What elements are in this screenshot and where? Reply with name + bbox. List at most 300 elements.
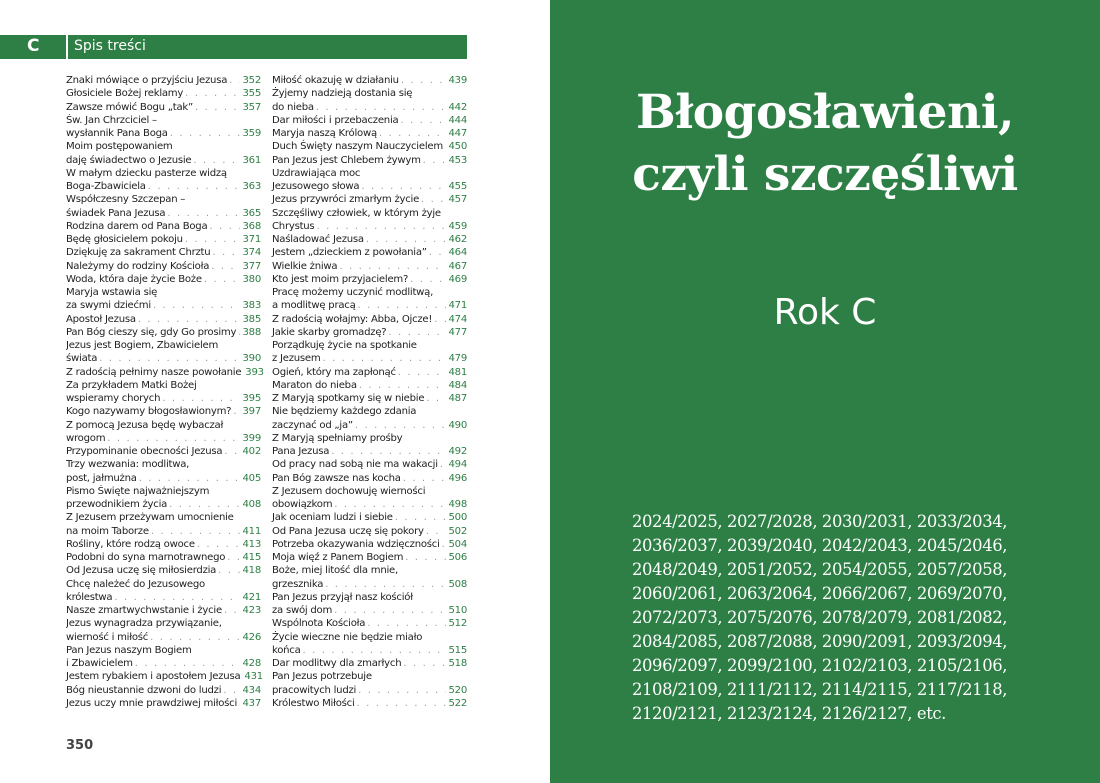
- toc-entry-title-line: i Zbawicielem: [66, 658, 133, 669]
- toc-entry: [272, 472, 467, 485]
- toc-column-left: [66, 74, 264, 710]
- toc-entry-page-number: 459: [448, 220, 467, 232]
- toc-entry: [66, 405, 261, 418]
- toc-entry-title-line: obowiązkom: [272, 499, 333, 510]
- toc-entry-page-number: 498: [448, 499, 467, 510]
- dot-leader: [223, 684, 240, 697]
- dot-leader: [361, 180, 446, 193]
- toc-entry: [66, 313, 261, 326]
- toc-entry-title-line: końca: [272, 644, 301, 656]
- toc-entry-page-number: 444: [448, 114, 467, 126]
- toc-entry-title-line: Kto jest moim przyjacielem?: [272, 273, 409, 285]
- toc-entry-page-number: 462: [448, 234, 467, 245]
- toc-entry-title-line: Pana Jezusa: [272, 446, 330, 457]
- year-cycle-subtitle: Rok C: [773, 292, 877, 333]
- dot-leader: [204, 273, 241, 286]
- toc-entry: [66, 101, 261, 114]
- toc-entry-page-number: 408: [242, 499, 261, 510]
- toc-entry-page-number: 397: [242, 406, 261, 418]
- toc-entry: [66, 233, 261, 246]
- dot-leader: [331, 445, 446, 458]
- dot-leader: [99, 352, 240, 365]
- toc-entry-title-line: Pan Bóg cieszy się, gdy Go prosimy: [66, 326, 237, 338]
- toc-entry: [272, 140, 467, 153]
- toc-entry: [66, 511, 261, 538]
- toc-entry-page-number: 447: [448, 128, 467, 139]
- toc-entry-title-line: Za przykładem Matki Bożej: [66, 379, 197, 391]
- toc-entry-title-line: do nieba: [272, 101, 314, 113]
- page-number: 350: [66, 738, 94, 753]
- toc-entry: [66, 193, 261, 220]
- toc-entry: [66, 246, 261, 259]
- dot-leader: [238, 326, 240, 339]
- toc-entry-page-number: 450: [448, 141, 467, 153]
- dot-leader: [403, 472, 447, 485]
- toc-entry-title-line: Chrystus: [272, 220, 315, 232]
- toc-entry: [272, 657, 467, 670]
- toc-entry-page-number: 421: [242, 591, 261, 603]
- toc-entry-title-line: Pan Jezus przyjął nasz kościół: [272, 591, 413, 603]
- toc-entry: [272, 246, 467, 259]
- toc-entry: [272, 260, 467, 273]
- toc-entry-page-number: 355: [242, 88, 261, 100]
- toc-entry-page-number: 399: [242, 432, 261, 444]
- toc-entry: [272, 697, 467, 710]
- dot-leader: [334, 604, 446, 617]
- main-title-line-2: czyli szczęśliwi: [632, 147, 1018, 202]
- toc-entry-title-line: Pismo Święte najważniejszym: [66, 485, 210, 497]
- toc-entry: [66, 339, 261, 366]
- toc-entry-title-line: Z Maryją spełniamy prośby: [272, 432, 403, 444]
- toc-entry: [66, 273, 261, 286]
- toc-entry-page-number: 385: [242, 313, 261, 325]
- toc-entry-page-number: 437: [242, 697, 261, 709]
- toc-entry-title-line: Pracę możemy uczynić modlitwą,: [272, 287, 434, 298]
- dot-leader: [224, 445, 240, 458]
- toc-entry-page-number: 374: [242, 247, 261, 259]
- toc-entry-title-line: Ogień, który ma zapłonąć: [272, 366, 396, 378]
- toc-entry-page-number: 380: [242, 273, 261, 285]
- toc-entry-title-line: Maryja wstawia się: [66, 287, 158, 298]
- toc-entry: [272, 207, 467, 234]
- toc-entry-page-number: 377: [242, 260, 261, 272]
- header-divider: [66, 35, 68, 59]
- toc-entry: [66, 644, 261, 671]
- toc-entry-page-number: 388: [242, 326, 261, 338]
- toc-entry-title-line: Pan Bóg zawsze nas kocha: [272, 472, 401, 484]
- toc-entry-page-number: 402: [242, 446, 261, 457]
- toc-entry-page-number: 518: [448, 658, 467, 669]
- toc-entry-title-line: Jak oceniam ludzi i siebie: [272, 512, 393, 524]
- toc-entry-title-line: Jezusowego słowa: [272, 181, 360, 192]
- toc-entry: [272, 511, 467, 524]
- toc-entry: [66, 260, 261, 273]
- toc-entry-title-line: Św. Jan Chrzciciel –: [66, 114, 157, 126]
- dot-leader: [316, 101, 447, 114]
- dot-leader: [405, 551, 446, 564]
- toc-entry-page-number: 506: [448, 552, 467, 563]
- toc-entry: [272, 458, 467, 471]
- toc-entry-page-number: 464: [448, 247, 467, 259]
- toc-entry-title-line: a modlitwę pracą: [272, 300, 356, 312]
- toc-entry-page-number: 484: [448, 379, 467, 391]
- toc-entry-page-number: 439: [448, 75, 467, 86]
- toc-entry: [66, 419, 261, 446]
- toc-entry-title-line: Chcę należeć do Jezusowego: [66, 578, 205, 590]
- toc-entry: [66, 445, 261, 458]
- toc-entry: [272, 74, 467, 87]
- toc-entry-page-number: 357: [242, 101, 261, 113]
- toc-entry: [272, 114, 467, 127]
- toc-entry-page-number: 413: [242, 538, 261, 550]
- toc-entry: [66, 670, 261, 683]
- dot-leader: [162, 392, 240, 405]
- toc-entry-title-line: Nasze zmartwychwstanie i życie: [66, 605, 222, 616]
- toc-entry-page-number: 481: [448, 366, 467, 378]
- toc-entry: [66, 140, 261, 167]
- dot-leader: [410, 273, 446, 286]
- dot-leader: [139, 472, 241, 485]
- toc-entry-title-line: Apostoł Jezusa: [66, 313, 136, 325]
- toc-entry: [272, 326, 467, 339]
- dot-leader: [239, 697, 240, 710]
- toc-entry-title-line: Pan Jezus potrzebuje: [272, 671, 372, 683]
- toc-entry-page-number: 502: [448, 525, 467, 537]
- toc-entry-page-number: 363: [242, 181, 261, 192]
- toc-entry: [66, 485, 261, 512]
- toc-entry-page-number: 395: [242, 393, 261, 404]
- toc-entry: [272, 591, 467, 618]
- dot-leader: [367, 617, 446, 630]
- toc-entry-page-number: 371: [242, 234, 261, 245]
- dot-leader: [339, 260, 446, 273]
- toc-entry-page-number: 368: [242, 220, 261, 232]
- dot-leader: [358, 684, 446, 697]
- toc-entry-title-line: Z Jezusem dochowuję wierności: [272, 485, 426, 497]
- dot-leader: [429, 246, 447, 259]
- main-title: [550, 82, 1100, 206]
- toc-entry: [66, 74, 261, 87]
- toc-entry-page-number: 393: [245, 366, 264, 378]
- toc-entry-title-line: Jezus wynagradza przywiązanie,: [66, 618, 222, 630]
- toc-entry-title-line: Należymy do rodziny Kościoła: [66, 260, 210, 272]
- toc-entry-title-line: Porządkuję życie na spotkanie: [272, 340, 417, 351]
- dot-leader: [426, 392, 446, 405]
- toc-entry: [66, 87, 261, 100]
- toc-entry-page-number: 361: [242, 154, 261, 166]
- dot-leader: [107, 432, 240, 445]
- toc-entry-page-number: 522: [448, 697, 467, 709]
- toc-entry-title-line: post, jałmużna: [66, 472, 137, 484]
- dot-leader: [388, 326, 446, 339]
- toc-entry-title-line: Naśladować Jezusa: [272, 234, 364, 245]
- toc-entry-page-number: 457: [448, 194, 467, 206]
- toc-entry-title-line: Zawsze mówić Bogu „tak”: [66, 101, 193, 113]
- toc-entry-title-line: Jakie skarby gromadzę?: [272, 326, 387, 338]
- dot-leader: [334, 498, 446, 511]
- toc-entry-title-line: Trzy wezwania: modlitwa,: [66, 459, 190, 471]
- dot-leader: [423, 154, 447, 167]
- toc-entry-page-number: 500: [448, 512, 467, 524]
- dot-leader: [209, 220, 240, 233]
- toc-entry-title-line: Kogo nazywamy błogosławionym?: [66, 406, 232, 418]
- toc-entry-page-number: 383: [242, 300, 261, 312]
- toc-entry-title-line: Z radością wołajmy: Abba, Ojcze!: [272, 313, 433, 325]
- toc-entry: [272, 366, 467, 379]
- toc-entry-title-line: Uzdrawiająca moc: [272, 167, 361, 179]
- toc-entry-title-line: Podobni do syna marnotrawnego: [66, 552, 226, 563]
- dot-leader: [138, 313, 241, 326]
- toc-entry-title-line: świadek Pana Jezusa: [66, 207, 166, 219]
- toc-entry: [272, 339, 467, 366]
- toc-entry-page-number: 455: [448, 181, 467, 192]
- toc-entry-page-number: 515: [448, 644, 467, 656]
- section-title: Spis treści: [74, 38, 146, 54]
- toc-entry: [272, 564, 467, 591]
- toc-entry-page-number: 418: [242, 565, 261, 577]
- dot-leader: [400, 114, 446, 127]
- dot-leader: [212, 246, 240, 259]
- dot-leader: [153, 299, 241, 312]
- toc-entry-title-line: Będę głosicielem pokoju: [66, 234, 183, 245]
- toc-entry-page-number: 474: [448, 313, 467, 325]
- toc-entry-title-line: Od Pana Jezusa uczę się pokory: [272, 525, 424, 537]
- toc-entry-title-line: Jestem „dzieckiem z powołania”: [272, 247, 427, 259]
- toc-entry: [272, 167, 467, 194]
- toc-entry: [272, 127, 467, 140]
- toc-entry-title-line: Z radością pełnimy nasze powołanie: [66, 366, 242, 378]
- dot-leader: [135, 657, 241, 670]
- toc-entry-title-line: Moja więź z Panem Bogiem: [272, 552, 404, 563]
- toc-entry-page-number: 431: [244, 671, 263, 683]
- toc-entry-title-line: Przypominanie obecności Jezusa: [66, 446, 223, 457]
- dot-leader: [148, 180, 241, 193]
- toc-entry-title-line: Dar modlitwy dla zmarłych: [272, 658, 402, 669]
- toc-entry-page-number: 359: [242, 128, 261, 139]
- toc-entry: [66, 604, 261, 617]
- dot-leader: [197, 538, 241, 551]
- toc-entry: [272, 273, 467, 286]
- toc-entry-title-line: Królestwo Miłości: [272, 697, 355, 709]
- dot-leader: [167, 207, 240, 220]
- dot-leader: [218, 564, 240, 577]
- toc-entry-title-line: Życie wieczne nie będzie miało: [272, 631, 423, 643]
- dot-leader: [195, 101, 241, 114]
- toc-entry-title-line: Dziękuję za sakrament Chrztu: [66, 247, 211, 259]
- toc-entry-title-line: Współczesny Szczepan –: [66, 194, 186, 206]
- dot-leader: [325, 578, 446, 591]
- toc-entry: [272, 313, 467, 326]
- toc-entry-title-line: zaczynać od „ja”: [272, 419, 353, 431]
- dot-leader: [358, 299, 447, 312]
- dot-leader: [211, 260, 240, 273]
- toc-entry-page-number: 494: [448, 459, 467, 471]
- toc-entry: [66, 458, 261, 485]
- toc-entry: [272, 551, 467, 564]
- toc-entry-page-number: 510: [448, 605, 467, 616]
- dot-leader: [185, 87, 240, 100]
- toc-entry: [66, 220, 261, 233]
- toc-entry: [272, 286, 467, 313]
- dot-leader: [185, 233, 241, 246]
- toc-entry-page-number: 467: [448, 260, 467, 272]
- toc-entry-title-line: Boże, miej litość dla mnie,: [272, 565, 398, 577]
- toc-entry: [66, 286, 261, 313]
- toc-entry-title-line: Znaki mówiące o przyjściu Jezusa: [66, 75, 228, 86]
- toc-entry-title-line: pracowitych ludzi: [272, 684, 357, 696]
- dot-leader: [151, 525, 241, 538]
- toc-entry: [272, 193, 467, 206]
- toc-entry: [272, 154, 467, 167]
- toc-entry: [66, 684, 261, 697]
- toc-entry-title-line: Pan Jezus naszym Bogiem: [66, 644, 192, 656]
- toc-entry: [66, 551, 261, 564]
- toc-entry: [66, 697, 261, 710]
- toc-entry-title-line: Potrzeba okazywania wdzięczności: [272, 538, 440, 550]
- dot-leader: [224, 604, 241, 617]
- toc-entry-title-line: Głosiciele Bożej reklamy: [66, 88, 184, 100]
- dot-leader: [440, 458, 447, 471]
- toc-entry-page-number: 490: [448, 419, 467, 431]
- toc-entry-page-number: 508: [448, 578, 467, 590]
- toc-entry-title-line: Boga-Zbawiciela: [66, 181, 146, 192]
- dot-leader: [366, 233, 447, 246]
- toc-entry-page-number: 477: [448, 326, 467, 338]
- toc-entry-title-line: daję świadectwo o Jezusie: [66, 154, 192, 166]
- dot-leader: [355, 419, 447, 432]
- toc-entry-title-line: Woda, która daje życie Boże: [66, 273, 202, 285]
- dot-leader: [114, 591, 240, 604]
- toc-entry-page-number: 411: [242, 525, 261, 537]
- toc-entry-title-line: Od pracy nad sobą nie ma wakacji: [272, 459, 438, 471]
- toc-entry: [66, 564, 261, 577]
- toc-entry-title-line: Maraton do nieba: [272, 379, 357, 391]
- toc-entry-page-number: 496: [448, 472, 467, 484]
- toc-entry-title-line: Jezus uczy mnie prawdziwej miłości: [66, 697, 238, 709]
- toc-entry: [66, 578, 261, 605]
- dot-leader: [442, 538, 447, 551]
- toc-entry-title-line: Miłość okazuję w działaniu: [272, 75, 399, 86]
- toc-entry-page-number: 512: [448, 618, 467, 630]
- toc-entry-title-line: Z Maryją spotkamy się w niebie: [272, 393, 425, 404]
- toc-entry-page-number: 423: [242, 605, 261, 616]
- toc-entry-page-number: 352: [242, 75, 261, 86]
- toc-entry-page-number: 504: [448, 538, 467, 550]
- dot-leader: [426, 525, 447, 538]
- dot-leader: [434, 313, 446, 326]
- toc-entry-title-line: Jestem rybakiem i apostołem Jezusa: [66, 671, 241, 683]
- dot-leader: [398, 366, 447, 379]
- dot-leader: [193, 154, 240, 167]
- toc-entry: [66, 114, 261, 141]
- toc-entry-title-line: grzesznika: [272, 578, 324, 590]
- dot-leader: [359, 379, 447, 392]
- toc-entry: [66, 326, 261, 339]
- toc-entry-page-number: 469: [448, 273, 467, 285]
- dot-leader: [233, 405, 240, 418]
- toc-entry-title-line: Dar miłości i przebaczenia: [272, 114, 399, 126]
- dot-leader: [395, 511, 447, 524]
- toc-entry-page-number: 365: [242, 207, 261, 219]
- toc-entry: [272, 392, 467, 405]
- toc-entry-title-line: z Jezusem: [272, 353, 321, 365]
- toc-entry-page-number: 390: [242, 353, 261, 365]
- toc-entry: [272, 617, 467, 630]
- section-header-bar: [0, 35, 467, 59]
- dot-leader: [227, 551, 240, 564]
- toc-entry-page-number: 415: [242, 552, 261, 563]
- toc-entry-page-number: 405: [242, 472, 261, 484]
- toc-entry-title-line: Duch Święty naszym Nauczycielem: [272, 141, 443, 153]
- toc-entry-page-number: 428: [242, 658, 261, 669]
- toc-entry-page-number: 471: [448, 300, 467, 312]
- dot-leader: [357, 697, 447, 710]
- toc-entry-title-line: Szczęśliwy człowiek, w którym żyje: [272, 207, 441, 219]
- toc-entry-title-line: Pan Jezus jest Chlebem żywym: [272, 154, 421, 166]
- toc-entry-page-number: 520: [448, 684, 467, 696]
- toc-entry-title-line: Moim postępowaniem: [66, 141, 173, 153]
- toc-entry-title-line: Rośliny, które rodzą owoce: [66, 538, 195, 550]
- toc-entry: [272, 432, 467, 459]
- right-page: [550, 0, 1100, 783]
- toc-entry-title-line: W małym dziecku pasterze widzą: [66, 167, 227, 179]
- toc-entry-title-line: Jezus przywróci zmarłym życie: [272, 194, 420, 206]
- toc-entry-title-line: Żyjemy nadzieją dostania się: [272, 88, 413, 100]
- toc-entry: [272, 670, 467, 697]
- dot-leader: [403, 657, 446, 670]
- dot-leader: [322, 352, 446, 365]
- toc-entry-title-line: świata: [66, 353, 98, 365]
- toc-column-right: [272, 74, 467, 710]
- toc-entry-title-line: Maryja naszą Królową: [272, 128, 377, 139]
- toc-entry-page-number: 453: [448, 154, 467, 166]
- toc-entry: [272, 631, 467, 658]
- dot-leader: [445, 140, 447, 153]
- toc-entry-title-line: Z Jezusem przeżywam umocnienie: [66, 512, 234, 524]
- dot-leader: [316, 220, 446, 233]
- toc-entry-title-line: wierność i miłość: [66, 631, 149, 643]
- toc-entry: [272, 538, 467, 551]
- toc-entry-title-line: Wspólnota Kościoła: [272, 618, 366, 630]
- toc-entry-title-line: Nie będziemy każdego zdania: [272, 406, 417, 418]
- toc-entry-page-number: 426: [242, 631, 261, 643]
- toc-entry: [272, 525, 467, 538]
- dot-leader: [169, 498, 240, 511]
- toc-entry: [66, 366, 264, 379]
- toc-entry-title-line: wspieramy chorych: [66, 393, 161, 404]
- dot-leader: [401, 74, 447, 87]
- toc-entry-title-line: przewodnikiem życia: [66, 499, 168, 510]
- toc-entry: [66, 167, 261, 194]
- toc-entry-title-line: wrogom: [66, 432, 106, 444]
- toc-entry-title-line: Wielkie żniwa: [272, 260, 338, 272]
- liturgical-years-list: 2024/2025, 2027/2028, 2030/2031, 2033/2034, 2036/2037, 2039/2040, 2042/2043, 2045/2046, 2048/2049, 2051/2052, 2054/2055, 2057/2058, 2060/2061, 2063/2064, 2066/2067, 2069/2070, 2072/2073, 2075/2076, 2078/2079, 2081/2082, 2084/2085, 2087/2088, 2090/2091, 2093/2094, 2096/2097, 2099/2100, 2102/2103, 2105/2106, 2108/2109, 2111/2112, 2114/2115, 2117/2118, 2120/2121, 2123/2124, 2126/2127, etc.: [632, 512, 1008, 723]
- toc-entry-title-line: Z pomocą Jezusa będę wybaczał: [66, 419, 224, 431]
- toc-entry-title-line: Jezus jest Bogiem, Zbawicielem: [66, 340, 219, 351]
- toc-entry: [272, 485, 467, 512]
- toc-entry-page-number: 487: [448, 393, 467, 404]
- toc-entry: [66, 538, 261, 551]
- toc-entry-title-line: na moim Taborze: [66, 525, 149, 537]
- toc-entry: [66, 617, 261, 644]
- section-letter: C: [27, 36, 40, 56]
- toc-entry-title-line: królestwa: [66, 591, 113, 603]
- toc-entry: [272, 405, 467, 432]
- toc-entry-title-line: Od Jezusa uczę się miłosierdzia: [66, 565, 217, 577]
- toc-entry-title-line: wysłannik Pana Boga: [66, 128, 168, 139]
- dot-leader: [229, 74, 240, 87]
- dot-leader: [421, 193, 446, 206]
